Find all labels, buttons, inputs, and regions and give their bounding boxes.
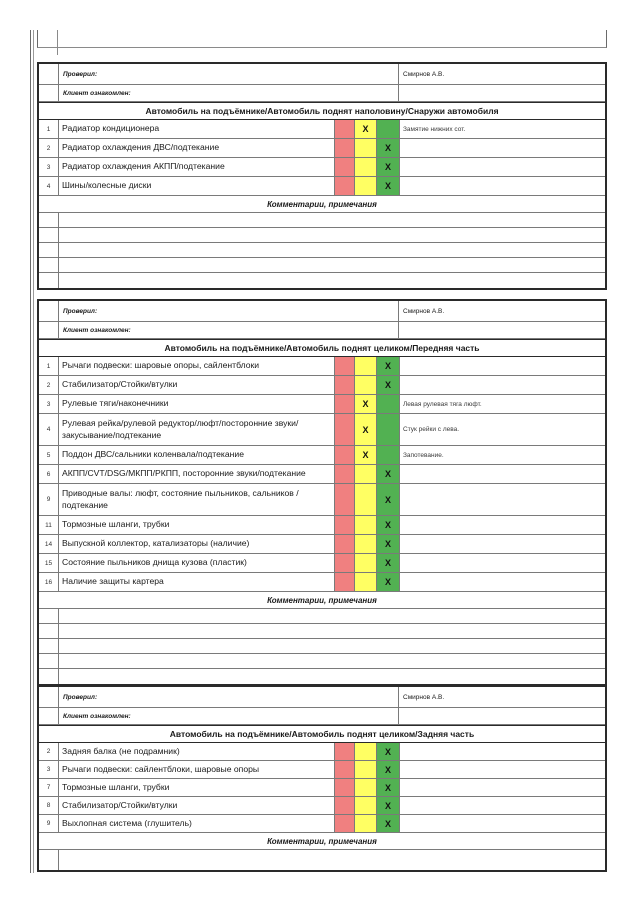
status-cell-green <box>377 120 400 138</box>
inspection-row <box>39 414 605 446</box>
status-cell-yellow <box>355 573 377 591</box>
status-cell-green <box>377 797 400 814</box>
inspection-row <box>39 484 605 516</box>
comment-row-number-cell <box>39 213 59 227</box>
status-cell-red <box>335 743 355 760</box>
empty-comment-row <box>39 609 605 624</box>
status-x-mark: X <box>362 124 369 134</box>
comment-cell <box>400 357 605 375</box>
comment-cell <box>400 516 605 534</box>
comment-row-number-cell <box>39 639 59 653</box>
status-cell-green <box>377 779 400 796</box>
status-cell-red <box>335 484 355 515</box>
item-label: Тормозные шланги, трубки <box>59 516 335 534</box>
inspection-row <box>39 797 605 815</box>
item-label: Рычаги подвески: шаровые опоры, сайлентблоки <box>59 357 335 375</box>
status-x-mark: X <box>384 782 391 793</box>
status-cell-yellow <box>355 414 377 445</box>
item-label: Выпускной коллектор, катализаторы (наличие) <box>59 535 335 553</box>
row-number: 14 <box>39 535 59 553</box>
inspection-row <box>39 395 605 414</box>
status-cell-green <box>377 376 400 394</box>
inspection-row <box>39 535 605 554</box>
comment-row-number-cell <box>39 654 59 668</box>
row-number: 9 <box>39 484 59 515</box>
status-cell-yellow <box>355 177 377 195</box>
comment-row-text-cell <box>59 669 605 684</box>
item-label: Рулевые тяги/наконечники <box>59 395 335 413</box>
page-edge-line-outer <box>30 30 31 873</box>
status-cell-red <box>335 761 355 778</box>
status-cell-red <box>335 120 355 138</box>
inspection-row <box>39 743 605 761</box>
status-cell-yellow <box>355 554 377 572</box>
status-cell-red <box>335 779 355 796</box>
remnant-column-divider <box>57 30 58 55</box>
empty-comment-row <box>39 669 605 684</box>
client-label: Клиент ознакомлен: <box>59 85 399 101</box>
row-number: 1 <box>39 357 59 375</box>
status-cell-red <box>335 446 355 464</box>
inspection-row <box>39 177 605 196</box>
status-cell-yellow <box>355 376 377 394</box>
status-cell-red <box>335 516 355 534</box>
row-number: 11 <box>39 516 59 534</box>
row-number-spacer <box>39 322 59 338</box>
status-cell-green <box>377 465 400 483</box>
status-cell-green <box>377 177 400 195</box>
comment-row-text-cell <box>59 258 605 272</box>
row-number: 6 <box>39 465 59 483</box>
row-number: 2 <box>39 139 59 157</box>
comment-row-number-cell <box>39 624 59 638</box>
status-cell-green <box>377 516 400 534</box>
comment-row-number-cell <box>39 243 59 257</box>
inspection-row <box>39 158 605 177</box>
status-cell-red <box>335 139 355 157</box>
comment-cell: Запотевание. <box>403 451 444 459</box>
status-cell-green <box>377 395 400 413</box>
inspector-label: Проверил: <box>59 64 399 84</box>
status-x-mark: X <box>362 424 369 435</box>
status-cell-red <box>335 376 355 394</box>
comment-cell <box>400 815 605 832</box>
comment-row-text-cell <box>59 273 605 288</box>
item-label: АКПП/CVT/DSG/МКПП/РКПП, посторонние звуки/подтекание <box>59 465 335 483</box>
client-label: Клиент ознакомлен: <box>59 322 399 338</box>
comment-row-number-cell <box>39 850 59 870</box>
empty-comment-row <box>39 654 605 669</box>
inspector-label: Проверил: <box>59 301 399 321</box>
status-x-mark: X <box>384 520 391 530</box>
comment-row-text-cell <box>59 243 605 257</box>
empty-comment-row <box>39 243 605 258</box>
status-cell-yellow <box>355 357 377 375</box>
status-cell-yellow <box>355 779 377 796</box>
status-x-mark: X <box>384 558 391 568</box>
status-cell-red <box>335 815 355 832</box>
comment-row-number-cell <box>39 273 59 288</box>
row-number-spacer <box>39 301 59 321</box>
comment-cell: Левая рулевая тяга люфт. <box>403 400 482 408</box>
item-label: Тормозные шланги, трубки <box>59 779 335 796</box>
status-cell-red <box>335 177 355 195</box>
client-value <box>399 708 605 724</box>
empty-comment-row <box>39 213 605 228</box>
row-number-spacer <box>39 708 59 724</box>
section-title: Автомобиль на подъёмнике/Автомобиль поднят наполовину/Снаружи автомобиля <box>145 106 499 116</box>
status-cell-yellow <box>355 484 377 515</box>
comment-row-text-cell <box>59 228 605 242</box>
comment-row-text-cell <box>59 850 605 870</box>
status-x-mark: X <box>384 380 391 390</box>
section-table <box>37 62 607 290</box>
comment-cell <box>400 761 605 778</box>
comments-header-row <box>39 833 605 850</box>
comment-row-number-cell <box>39 258 59 272</box>
status-cell-yellow <box>355 446 377 464</box>
row-number-spacer <box>39 85 59 101</box>
item-label: Рычаги подвески: сайлентблоки, шаровые опоры <box>59 761 335 778</box>
status-cell-red <box>335 573 355 591</box>
empty-comment-row <box>39 624 605 639</box>
row-number-spacer <box>39 64 59 84</box>
status-cell-yellow <box>355 120 377 138</box>
status-cell-green <box>377 414 400 445</box>
empty-comment-row <box>39 258 605 273</box>
inspector-name: Смирнов А.В. <box>403 693 445 701</box>
status-cell-red <box>335 535 355 553</box>
status-cell-green <box>377 535 400 553</box>
row-number: 3 <box>39 395 59 413</box>
status-x-mark: X <box>362 399 369 409</box>
row-number: 1 <box>39 120 59 138</box>
client-acknowledged-row <box>39 85 605 102</box>
item-label: Приводные валы: люфт, состояние пыльников, сальников / подтекание <box>59 484 335 515</box>
status-cell-yellow <box>355 139 377 157</box>
status-cell-yellow <box>355 395 377 413</box>
status-cell-red <box>335 554 355 572</box>
row-number: 4 <box>39 414 59 445</box>
comment-row-text-cell <box>59 639 605 653</box>
status-x-mark: X <box>362 450 369 460</box>
row-number: 16 <box>39 573 59 591</box>
row-number: 9 <box>39 815 59 832</box>
empty-comment-row <box>39 228 605 243</box>
comment-cell <box>400 139 605 157</box>
item-label: Рулевая рейка/рулевой редуктор/люфт/посторонние звуки/ закусывание/подтекание <box>59 414 335 445</box>
status-cell-red <box>335 414 355 445</box>
row-number-spacer <box>39 687 59 707</box>
comments-header-row <box>39 196 605 213</box>
status-x-mark: X <box>384 494 391 505</box>
item-label: Стабилизатор/Стойки/втулки <box>59 376 335 394</box>
client-acknowledged-row <box>39 708 605 725</box>
comment-cell <box>400 177 605 195</box>
row-number: 5 <box>39 446 59 464</box>
page-edge-line-inner <box>33 30 34 873</box>
status-x-mark: X <box>384 361 391 371</box>
status-cell-red <box>335 158 355 176</box>
empty-comment-row <box>39 639 605 654</box>
row-number: 15 <box>39 554 59 572</box>
client-acknowledged-row <box>39 322 605 339</box>
inspector-row <box>39 301 605 322</box>
comment-cell <box>400 484 605 515</box>
status-cell-green <box>377 357 400 375</box>
item-label: Состояние пыльников днища кузова (пластик) <box>59 554 335 572</box>
comment-row-number-cell <box>39 228 59 242</box>
status-cell-green <box>377 139 400 157</box>
inspection-row <box>39 554 605 573</box>
section-table <box>37 685 607 872</box>
status-cell-green <box>377 743 400 760</box>
status-cell-yellow <box>355 158 377 176</box>
client-label: Клиент ознакомлен: <box>59 708 399 724</box>
empty-comment-row <box>39 273 605 288</box>
inspector-name: Смирнов А.В. <box>403 307 445 315</box>
inspection-row <box>39 446 605 465</box>
inspector-name: Смирнов А.В. <box>403 70 445 78</box>
item-label: Радиатор кондиционера <box>59 120 335 138</box>
status-x-mark: X <box>384 143 391 153</box>
item-label: Выхлопная система (глушитель) <box>59 815 335 832</box>
comment-row-text-cell <box>59 654 605 668</box>
comment-row-text-cell <box>59 213 605 227</box>
client-value <box>399 85 605 101</box>
inspection-row <box>39 120 605 139</box>
status-cell-green <box>377 484 400 515</box>
inspector-row <box>39 687 605 708</box>
comments-header: Комментарии, примечания <box>267 199 377 209</box>
inspection-row <box>39 376 605 395</box>
comment-cell: Стук рейки с лева. <box>403 426 460 433</box>
section-header-row <box>39 725 605 743</box>
client-value <box>399 322 605 338</box>
row-number: 2 <box>39 376 59 394</box>
status-cell-green <box>377 573 400 591</box>
inspection-row <box>39 779 605 797</box>
status-x-mark: X <box>384 746 391 757</box>
status-cell-yellow <box>355 761 377 778</box>
section-table <box>37 299 607 686</box>
status-cell-red <box>335 465 355 483</box>
comment-row-text-cell <box>59 609 605 623</box>
comment-cell <box>400 376 605 394</box>
status-cell-red <box>335 357 355 375</box>
status-x-mark: X <box>384 539 391 549</box>
status-cell-yellow <box>355 797 377 814</box>
item-label: Радиатор охлаждения АКПП/подтекание <box>59 158 335 176</box>
status-x-mark: X <box>384 577 391 587</box>
inspection-row <box>39 761 605 779</box>
comment-cell <box>400 158 605 176</box>
comment-cell: Замятие нижних сот. <box>403 125 466 133</box>
status-x-mark: X <box>384 469 391 479</box>
status-cell-green <box>377 761 400 778</box>
status-cell-red <box>335 395 355 413</box>
status-cell-yellow <box>355 535 377 553</box>
item-label: Стабилизатор/Стойки/втулки <box>59 797 335 814</box>
row-number: 2 <box>39 743 59 760</box>
status-cell-yellow <box>355 815 377 832</box>
row-number: 3 <box>39 761 59 778</box>
inspection-row <box>39 573 605 592</box>
status-x-mark: X <box>384 764 391 775</box>
inspector-row <box>39 64 605 85</box>
status-cell-yellow <box>355 465 377 483</box>
section-header-row <box>39 102 605 120</box>
status-x-mark: X <box>384 818 391 829</box>
inspection-row <box>39 516 605 535</box>
comments-header-row <box>39 592 605 609</box>
status-cell-green <box>377 446 400 464</box>
status-cell-yellow <box>355 516 377 534</box>
inspection-row <box>39 815 605 833</box>
comment-cell <box>400 779 605 796</box>
row-number: 8 <box>39 797 59 814</box>
comment-row-text-cell <box>59 624 605 638</box>
row-number: 7 <box>39 779 59 796</box>
comment-row-number-cell <box>39 609 59 623</box>
comment-cell <box>400 465 605 483</box>
item-label: Наличие защиты картера <box>59 573 335 591</box>
section-title: Автомобиль на подъёмнике/Автомобиль поднят целиком/Передняя часть <box>164 343 480 353</box>
status-cell-yellow <box>355 743 377 760</box>
inspector-label: Проверил: <box>59 687 399 707</box>
comments-header: Комментарии, примечания <box>267 836 377 846</box>
item-label: Радиатор охлаждения ДВС/подтекание <box>59 139 335 157</box>
section-header-row <box>39 339 605 357</box>
status-cell-green <box>377 158 400 176</box>
comment-row-number-cell <box>39 669 59 684</box>
row-number: 4 <box>39 177 59 195</box>
status-cell-green <box>377 815 400 832</box>
item-label: Задняя балка (не подрамник) <box>59 743 335 760</box>
comment-cell <box>400 743 605 760</box>
inspection-row <box>39 139 605 158</box>
status-cell-green <box>377 554 400 572</box>
inspection-row <box>39 465 605 484</box>
comment-cell <box>400 554 605 572</box>
comment-cell <box>400 797 605 814</box>
inspection-row <box>39 357 605 376</box>
item-label: Шины/колесные диски <box>59 177 335 195</box>
empty-comment-row <box>39 850 605 870</box>
section-title: Автомобиль на подъёмнике/Автомобиль поднят целиком/Задняя часть <box>169 729 475 739</box>
status-x-mark: X <box>384 162 391 172</box>
status-x-mark: X <box>384 181 391 191</box>
row-number: 3 <box>39 158 59 176</box>
status-x-mark: X <box>384 800 391 811</box>
status-cell-red <box>335 797 355 814</box>
comment-cell <box>400 535 605 553</box>
comment-cell <box>400 573 605 591</box>
previous-table-remnant <box>37 30 607 48</box>
item-label: Поддон ДВС/сальники коленвала/подтекание <box>59 446 335 464</box>
comments-header: Комментарии, примечания <box>267 595 377 605</box>
